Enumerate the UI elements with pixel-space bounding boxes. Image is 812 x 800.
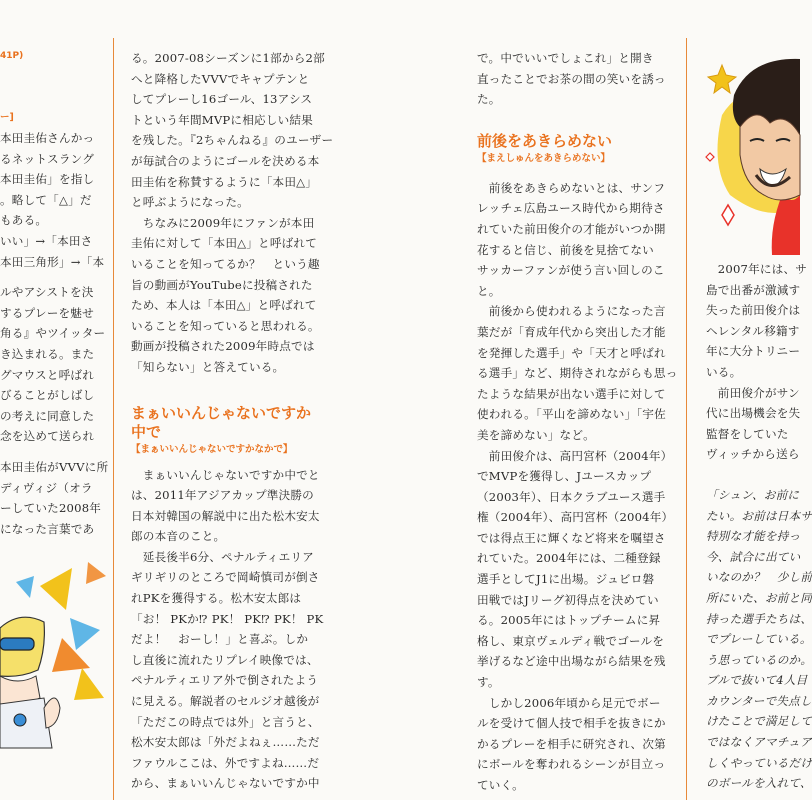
text-line: では得点王に輝くなど将来を嘱望さ <box>477 530 666 545</box>
text-line: ーしていた2008年 <box>0 501 102 516</box>
text-line: と。 <box>477 283 501 298</box>
text-line: 本田圭佑」を指し <box>0 172 95 187</box>
text-line: に見える。解説者のセルジオ越後が <box>131 694 320 709</box>
text-line: 特別な才能を持っ <box>706 529 801 544</box>
text-line: 前田俊介は、高円宮杯（2004年） <box>477 448 673 463</box>
text-line: 所にいた、お前と同 <box>706 590 812 605</box>
text-line: 持った選手たちは、 <box>706 611 812 626</box>
text-line: するプレーを魅せ <box>0 305 94 320</box>
text-line: 松木安太郎は「外だよねぇ……ただ <box>131 735 320 750</box>
text-line: 監督をしていた <box>706 426 789 441</box>
text-line: レッチェ広島ユース時代から期待さ <box>477 201 665 216</box>
text-line: 「お！ PKか⁉ PK！ PK⁉ PK！ PK <box>131 611 324 626</box>
text-line: ではなくアマチュア <box>706 735 812 750</box>
column-1-text <box>0 128 108 539</box>
text-line: 延長後半6分、ペナルティエリア <box>131 549 314 564</box>
text-line: カウンターで失点し <box>706 693 812 708</box>
text-line: 花すると信じ、前後を見捨てない <box>477 242 654 257</box>
text-line: 格し、東京ヴェルディ戦でゴールを <box>477 633 665 648</box>
text-line: まぁいいんじゃないですか中でと <box>131 467 320 482</box>
text-line: る。2007-08シーズンに1部から2部 <box>131 51 325 65</box>
honda-caricature-illustration <box>0 558 112 748</box>
text-line: 2007年には、サ <box>706 262 808 276</box>
text-line: いる。 <box>706 364 742 379</box>
text-line: ブルで抜いて4人目 <box>706 673 808 688</box>
text-line: し直後に流れたリプレイ映像では、 <box>131 652 319 667</box>
text-line: 挙げるなど途中出場ながら結果を残 <box>477 654 666 669</box>
column-4-quote <box>706 485 812 794</box>
text-line: だよ！ おーし！」と喜ぶ。しか <box>131 632 309 647</box>
column-4-paragraph-1 <box>706 259 808 465</box>
text-line: ちなみに2009年にファンが本田 <box>131 215 315 230</box>
text-line: たい。お前は日本サ <box>706 508 812 523</box>
text-line: れていた。2004年には、二種登録 <box>477 551 661 566</box>
column-3-paragraph-1 <box>477 178 677 796</box>
text-line: たような結果が出ない選手に対して <box>477 386 666 401</box>
text-line: ヘレンタル移籍す <box>706 323 800 338</box>
text-line: ルやアシストを決 <box>0 285 94 300</box>
column-rule-left <box>113 38 114 800</box>
text-line: けたことで満足して <box>706 714 812 729</box>
text-line: 「知らない」と答えている。 <box>131 359 285 374</box>
text-line: 失った前田俊介は <box>706 303 801 318</box>
text-line: にボールを奪われるシーンが目立っ <box>477 757 666 772</box>
text-line: ルを受けて個人技で相手を抜きにか <box>477 716 666 731</box>
text-line: 島で出番が激減す <box>706 282 801 297</box>
text-line: 郎の本音のこと。 <box>131 529 226 544</box>
text-line: ファウルここは、外ですよね……だ <box>131 755 320 770</box>
text-line: 美を諦めない」など。 <box>477 427 595 442</box>
text-line: 直ったことでお茶の間の笑いを誘っ <box>477 71 666 86</box>
text-line: の考えに同意した <box>0 408 95 423</box>
text-line: ギリギリのところで岡崎慎司が倒さ <box>131 570 320 585</box>
text-line: してプレーし16ゴール、13アシス <box>131 92 313 107</box>
text-line: と呼ぶようになった。 <box>131 195 249 210</box>
text-line: 。略して「△」だ <box>0 192 92 207</box>
text-line: 使われる。「平山を諦めない」「宇佐 <box>477 407 666 422</box>
text-line: う思っているのか。 <box>706 652 812 667</box>
text-line: もある。 <box>0 213 48 228</box>
text-line: で。中でいいでしょこれ」と開き <box>477 51 654 65</box>
text-line: サッカーファンが使う言い回しのこ <box>477 263 665 278</box>
text-line: いい」→「本田さ <box>0 233 93 248</box>
text-line: れていた前田俊介の才能がいつか開 <box>477 221 666 236</box>
text-line: ていく。 <box>477 778 524 792</box>
text-line: 田戦ではJリーグ初得点を決めてい <box>477 592 659 607</box>
text-line: 権（2004年）、高円宮杯（2004年） <box>477 510 674 525</box>
text-line: びることがしばし <box>0 388 95 403</box>
text-line: トという年間MVPに相応しい結果 <box>131 112 313 127</box>
text-line: た。 <box>477 92 501 107</box>
text-line: でプレーしている。 <box>706 632 812 647</box>
text-line: 角る』やツイッター <box>0 326 106 341</box>
text-line: 日本対韓国の解説中に出た松木安太 <box>131 508 320 523</box>
text-line: いることを知ってるか？ という趣 <box>131 256 320 271</box>
column-1 <box>0 50 108 539</box>
text-line: 本田圭佑さんかっ <box>0 131 95 145</box>
text-line: が毎試合のようにゴールを決める本 <box>131 153 320 168</box>
column-2-paragraph-2 <box>131 213 331 378</box>
column-3 <box>477 48 677 796</box>
text-line: のボールを入れて、 <box>706 776 812 791</box>
text-line: 「シュン、お前に <box>706 487 800 502</box>
text-line: しくやっているだけ <box>706 755 812 770</box>
maeda-caricature-illustration <box>700 45 800 255</box>
section-heading-maeshun-reading: 【まえしゅんをあきらめない】 <box>477 152 611 164</box>
text-line: 今、試合に出てい <box>706 549 801 564</box>
text-line: （2003年）、日本クラブユース選手 <box>477 489 666 504</box>
text-line: る選手」など、期待されながらも思っ <box>477 366 678 381</box>
text-line: 前後をあきらめないとは、サンフ <box>477 180 666 195</box>
text-line: 葉だが「育成年代から突出した才能 <box>477 324 666 339</box>
text-line: は、2011年アジアカップ準決勝の <box>131 488 314 503</box>
text-line: 「ただこの時点では外」と言うと、 <box>131 714 320 729</box>
page-reference: 41P) <box>0 51 24 61</box>
text-line: を残した。『2ちゃんねる』のユーザー <box>131 133 334 148</box>
text-line: 圭佑に対して「本田△」と呼ばれて <box>131 236 318 251</box>
text-line: 念を込めて送られ <box>0 429 95 444</box>
text-line: へと降格したVVVでキャプテンと <box>131 71 310 86</box>
text-line: れPKを獲得する。松木安太郎は <box>131 591 302 606</box>
text-line: しかし2006年頃から足元でボー <box>477 695 661 710</box>
text-line: ため、本人は「本田△」と呼ばれて <box>131 298 317 313</box>
section-reading-bracket: ー] <box>0 112 14 123</box>
text-line: 本田圭佑がVVVに所 <box>0 459 109 474</box>
text-line: るネットスラング <box>0 151 95 166</box>
text-line: になった言葉であ <box>0 521 95 536</box>
column-2-paragraph-3 <box>131 465 331 795</box>
text-line: を発揮した選手」や「天才と呼ばれ <box>477 345 666 360</box>
section-heading-matsuki: まぁいいんじゃないですか <box>131 403 312 422</box>
text-line: 田圭佑を称賛するように「本田△」 <box>131 174 318 189</box>
text-line: でMVPを獲得し、Jユースカップ <box>477 469 652 484</box>
text-line: ヴィッチから送ら <box>706 447 800 462</box>
text-line: 本田三角形」→「本 <box>0 254 105 269</box>
text-line: 年に大分トリニー <box>706 344 801 359</box>
text-line: 動画が投稿された2009年時点では <box>131 339 315 354</box>
section-heading-matsuki-reading: 【まぁいいんじゃないですかなかで】 <box>131 443 293 455</box>
text-line: ペナルティエリア外で倒されたよう <box>131 673 319 688</box>
text-line: グマウスと呼ばれ <box>0 367 95 382</box>
text-line: 代に出場機会を失 <box>706 406 801 421</box>
text-line: ディヴィジ（オラ <box>0 480 93 495</box>
column-2 <box>131 48 334 794</box>
text-line <box>0 272 108 282</box>
text-line: 前後から使われるようになった言 <box>477 304 666 319</box>
text-line: す。 <box>477 675 500 690</box>
column-rule-right <box>686 38 687 800</box>
text-line: る。2005年にはトップチームに昇 <box>477 613 661 628</box>
text-line: き込まれる。また <box>0 346 95 361</box>
column-4 <box>706 259 812 794</box>
text-line: 前田俊介がサン <box>706 385 800 400</box>
text-line: かるプレーを相手に研究され、次第 <box>477 736 666 751</box>
text-line <box>0 447 108 457</box>
column-2-paragraph-1 <box>131 48 334 213</box>
section-heading-matsuki-line2: 中で <box>131 422 162 441</box>
text-line: 旨の動画がYouTubeに投稿された <box>131 277 313 292</box>
text-line: から、まぁいいんじゃないですか中 <box>131 776 320 791</box>
text-line: いなのか？ 少し前 <box>706 570 812 585</box>
text-line: 選手としてJ1に出場。ジュビロ磐 <box>477 572 655 587</box>
column-3-paragraph-0 <box>477 48 677 110</box>
section-heading-maeshun: 前後をあきらめない <box>477 131 613 150</box>
text-line: いることを知っていると思われる。 <box>131 318 320 333</box>
